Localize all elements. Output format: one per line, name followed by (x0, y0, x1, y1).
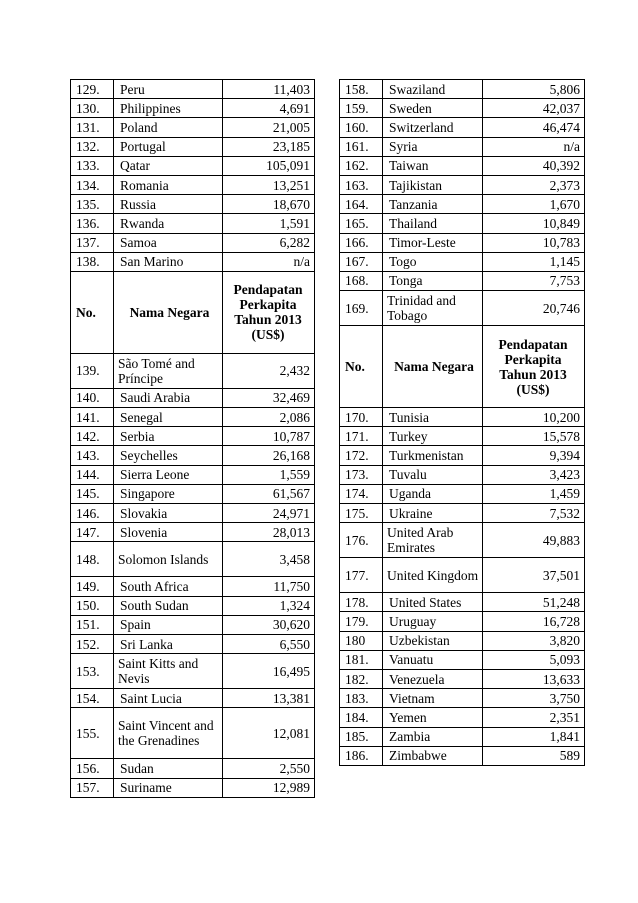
no-cell: 133. (71, 156, 114, 175)
header-no: No. (71, 271, 114, 353)
gdp-value-cell: 28,013 (223, 523, 315, 542)
table-row (340, 523, 585, 558)
country-name-cell: Rwanda (114, 214, 223, 233)
gdp-value-cell: 37,501 (483, 558, 585, 593)
no-cell: 150. (71, 596, 114, 615)
country-name-cell: Turkey (383, 427, 483, 446)
country-name-cell: Taiwan (383, 156, 483, 175)
country-name-cell: Tanzania (383, 195, 483, 214)
country-name-cell: Suriname (114, 778, 223, 797)
no-cell: 175. (340, 504, 383, 523)
gdp-value-cell: 13,381 (223, 689, 315, 708)
gdp-value-cell: 1,145 (483, 252, 585, 271)
country-name-cell: Tajikistan (383, 175, 483, 194)
gdp-value-cell: 16,495 (223, 654, 315, 689)
country-name-cell: Sudan (114, 759, 223, 778)
table-row (340, 631, 585, 650)
no-cell: 129. (71, 80, 114, 99)
gdp-value-cell: 26,168 (223, 446, 315, 465)
country-name-cell: Tuvalu (383, 465, 483, 484)
gdp-value-cell: 7,532 (483, 504, 585, 523)
country-name-cell: Sweden (383, 99, 483, 118)
country-name-cell: Ukraine (383, 504, 483, 523)
gdp-value-cell: 1,459 (483, 484, 585, 503)
table-row (340, 593, 585, 612)
gdp-value-cell: 4,691 (223, 99, 315, 118)
no-cell: 162. (340, 156, 383, 175)
country-name-cell: Trinidad and Tobago (383, 291, 483, 326)
country-name-cell: Syria (383, 137, 483, 156)
header-country-name: Nama Negara (383, 326, 483, 408)
gdp-value-cell: 10,849 (483, 214, 585, 233)
gdp-value-cell: 13,251 (223, 175, 315, 194)
no-cell: 182. (340, 669, 383, 688)
country-name-cell: Serbia (114, 427, 223, 446)
gdp-value-cell: 2,550 (223, 759, 315, 778)
no-cell: 161. (340, 137, 383, 156)
table-row (340, 612, 585, 631)
table-row (71, 137, 315, 156)
no-cell: 156. (71, 759, 114, 778)
gdp-value-cell: 12,989 (223, 778, 315, 797)
no-cell: 164. (340, 195, 383, 214)
gdp-value-cell: 49,883 (483, 523, 585, 558)
gdp-value-cell: 589 (483, 746, 585, 765)
country-name-cell: Timor-Leste (383, 233, 483, 252)
gdp-value-cell: 1,841 (483, 727, 585, 746)
no-cell: 147. (71, 523, 114, 542)
gdp-value-cell: 20,746 (483, 291, 585, 326)
header-gdp-value: Pendapatan Perkapita Tahun 2013 (US$) (483, 326, 585, 408)
table-row (340, 271, 585, 290)
country-name-cell: Togo (383, 252, 483, 271)
table-row (340, 137, 585, 156)
gdp-value-cell: 23,185 (223, 137, 315, 156)
no-cell: 140. (71, 388, 114, 407)
gdp-value-cell: 1,591 (223, 214, 315, 233)
table-row (71, 465, 315, 484)
country-name-cell: Zambia (383, 727, 483, 746)
no-cell: 130. (71, 99, 114, 118)
gdp-value-cell: 16,728 (483, 612, 585, 631)
table-row (340, 446, 585, 465)
country-name-cell: Saint Kitts and Nevis (114, 654, 223, 689)
country-name-cell: Portugal (114, 137, 223, 156)
country-name-cell: South Sudan (114, 596, 223, 615)
no-cell: 171. (340, 427, 383, 446)
country-name-cell: Samoa (114, 233, 223, 252)
country-name-cell: United Kingdom (383, 558, 483, 593)
country-name-cell: Spain (114, 615, 223, 634)
no-cell: 165. (340, 214, 383, 233)
country-name-cell: South Africa (114, 577, 223, 596)
gdp-value-cell: 105,091 (223, 156, 315, 175)
country-name-cell: Saudi Arabia (114, 388, 223, 407)
gdp-value-cell: 21,005 (223, 118, 315, 137)
table-row (340, 669, 585, 688)
header-gdp-value: Pendapatan Perkapita Tahun 2013 (US$) (223, 271, 315, 353)
no-cell: 137. (71, 233, 114, 252)
gdp-value-cell: 18,670 (223, 195, 315, 214)
country-name-cell: San Marino (114, 252, 223, 271)
table-row (71, 214, 315, 233)
gdp-value-cell: 6,282 (223, 233, 315, 252)
table-row (340, 175, 585, 194)
no-cell: 173. (340, 465, 383, 484)
country-name-cell: Vietnam (383, 689, 483, 708)
gdp-value-cell: 2,086 (223, 408, 315, 427)
table-row (340, 558, 585, 593)
no-cell: 136. (71, 214, 114, 233)
no-cell: 141. (71, 408, 114, 427)
country-name-cell: Solomon Islands (114, 542, 223, 577)
no-cell: 135. (71, 195, 114, 214)
no-cell: 177. (340, 558, 383, 593)
no-cell: 138. (71, 252, 114, 271)
table-row (340, 689, 585, 708)
country-name-cell: Peru (114, 80, 223, 99)
gdp-value-cell: 3,423 (483, 465, 585, 484)
table-row (340, 504, 585, 523)
no-cell: 184. (340, 708, 383, 727)
country-name-cell: Sri Lanka (114, 634, 223, 653)
gdp-value-cell: 11,403 (223, 80, 315, 99)
gdp-value-cell: 42,037 (483, 99, 585, 118)
country-name-cell: Philippines (114, 99, 223, 118)
no-cell: 176. (340, 523, 383, 558)
no-cell: 186. (340, 746, 383, 765)
table-row (71, 504, 315, 523)
table-row (340, 252, 585, 271)
table-row (71, 427, 315, 446)
table-row (71, 252, 315, 271)
table-row (340, 727, 585, 746)
table-row (340, 465, 585, 484)
gdp-value-cell: 1,559 (223, 465, 315, 484)
country-name-cell: Switzerland (383, 118, 483, 137)
gdp-value-cell: 10,787 (223, 427, 315, 446)
table-row (340, 99, 585, 118)
table-header-row (71, 271, 315, 353)
table-row (71, 156, 315, 175)
no-cell: 139. (71, 353, 114, 388)
no-cell: 132. (71, 137, 114, 156)
country-name-cell: Seychelles (114, 446, 223, 465)
no-cell: 163. (340, 175, 383, 194)
no-cell: 185. (340, 727, 383, 746)
no-cell: 169. (340, 291, 383, 326)
no-cell: 157. (71, 778, 114, 797)
gdp-value-cell: 7,753 (483, 271, 585, 290)
country-name-cell: Slovakia (114, 504, 223, 523)
country-name-cell: Senegal (114, 408, 223, 427)
table-row (71, 195, 315, 214)
gdp-value-cell: 5,806 (483, 80, 585, 99)
table-row (71, 408, 315, 427)
no-cell: 134. (71, 175, 114, 194)
country-name-cell: Venezuela (383, 669, 483, 688)
gdp-value-cell: 15,578 (483, 427, 585, 446)
gdp-value-cell: 6,550 (223, 634, 315, 653)
country-name-cell: Qatar (114, 156, 223, 175)
no-cell: 142. (71, 427, 114, 446)
table-row (340, 214, 585, 233)
table-row (71, 175, 315, 194)
country-name-cell: Tonga (383, 271, 483, 290)
table-row (71, 99, 315, 118)
country-name-cell: São Tomé and Príncipe (114, 353, 223, 388)
country-name-cell: Uganda (383, 484, 483, 503)
table-row (71, 80, 315, 99)
no-cell: 174. (340, 484, 383, 503)
gdp-value-cell: 51,248 (483, 593, 585, 612)
table-row (71, 778, 315, 797)
table-row (71, 353, 315, 388)
table-row (71, 615, 315, 634)
table-row (71, 634, 315, 653)
table-row (340, 233, 585, 252)
table-row (340, 195, 585, 214)
country-name-cell: Thailand (383, 214, 483, 233)
country-name-cell: Sierra Leone (114, 465, 223, 484)
no-cell: 154. (71, 689, 114, 708)
no-cell: 183. (340, 689, 383, 708)
no-cell: 170. (340, 408, 383, 427)
gdp-value-cell: 5,093 (483, 650, 585, 669)
gdp-value-cell: 61,567 (223, 484, 315, 503)
gdp-table-right (339, 79, 585, 766)
no-cell: 155. (71, 708, 114, 759)
gdp-value-cell: 46,474 (483, 118, 585, 137)
country-name-cell: Swaziland (383, 80, 483, 99)
table-row (71, 446, 315, 465)
country-name-cell: Saint Vincent and the Grenadines (114, 708, 223, 759)
no-cell: 166. (340, 233, 383, 252)
no-cell: 178. (340, 593, 383, 612)
gdp-value-cell: 11,750 (223, 577, 315, 596)
table-row (71, 523, 315, 542)
country-name-cell: Yemen (383, 708, 483, 727)
gdp-value-cell: 2,351 (483, 708, 585, 727)
table-row (71, 759, 315, 778)
country-name-cell: Saint Lucia (114, 689, 223, 708)
no-cell: 172. (340, 446, 383, 465)
table-row (340, 291, 585, 326)
gdp-value-cell: 3,750 (483, 689, 585, 708)
no-cell: 180 (340, 631, 383, 650)
no-cell: 149. (71, 577, 114, 596)
country-name-cell: Uruguay (383, 612, 483, 631)
no-cell: 159. (340, 99, 383, 118)
no-cell: 158. (340, 80, 383, 99)
table-row (340, 156, 585, 175)
gdp-value-cell: 40,392 (483, 156, 585, 175)
table-header-row (340, 326, 585, 408)
no-cell: 144. (71, 465, 114, 484)
header-country-name: Nama Negara (114, 271, 223, 353)
no-cell: 168. (340, 271, 383, 290)
table-row (71, 708, 315, 759)
country-name-cell: Romania (114, 175, 223, 194)
table-row (340, 408, 585, 427)
table-row (340, 708, 585, 727)
table-row (71, 654, 315, 689)
table-row (340, 427, 585, 446)
no-cell: 151. (71, 615, 114, 634)
country-name-cell: Slovenia (114, 523, 223, 542)
gdp-value-cell: 3,458 (223, 542, 315, 577)
no-cell: 179. (340, 612, 383, 631)
gdp-value-cell: 12,081 (223, 708, 315, 759)
gdp-value-cell: 1,670 (483, 195, 585, 214)
gdp-table-left (70, 79, 315, 798)
gdp-value-cell: 3,820 (483, 631, 585, 650)
gdp-value-cell: 2,432 (223, 353, 315, 388)
no-cell: 153. (71, 654, 114, 689)
table-row (71, 577, 315, 596)
gdp-value-cell: 32,469 (223, 388, 315, 407)
table-row (71, 388, 315, 407)
gdp-value-cell: n/a (223, 252, 315, 271)
table-row (71, 118, 315, 137)
country-name-cell: Poland (114, 118, 223, 137)
gdp-value-cell: 24,971 (223, 504, 315, 523)
gdp-value-cell: 13,633 (483, 669, 585, 688)
table-row (71, 689, 315, 708)
no-cell: 148. (71, 542, 114, 577)
country-name-cell: Turkmenistan (383, 446, 483, 465)
gdp-value-cell: 10,783 (483, 233, 585, 252)
table-row (340, 746, 585, 765)
no-cell: 145. (71, 484, 114, 503)
no-cell: 167. (340, 252, 383, 271)
table-row (340, 80, 585, 99)
country-name-cell: United Arab Emirates (383, 523, 483, 558)
no-cell: 143. (71, 446, 114, 465)
gdp-value-cell: 30,620 (223, 615, 315, 634)
no-cell: 131. (71, 118, 114, 137)
table-row (71, 484, 315, 503)
country-name-cell: Tunisia (383, 408, 483, 427)
table-row (71, 233, 315, 252)
header-no: No. (340, 326, 383, 408)
gdp-value-cell: n/a (483, 137, 585, 156)
no-cell: 181. (340, 650, 383, 669)
gdp-value-cell: 9,394 (483, 446, 585, 465)
country-name-cell: Russia (114, 195, 223, 214)
table-row (340, 484, 585, 503)
country-name-cell: Singapore (114, 484, 223, 503)
country-name-cell: United States (383, 593, 483, 612)
table-row (340, 118, 585, 137)
country-name-cell: Vanuatu (383, 650, 483, 669)
no-cell: 152. (71, 634, 114, 653)
gdp-value-cell: 1,324 (223, 596, 315, 615)
no-cell: 146. (71, 504, 114, 523)
no-cell: 160. (340, 118, 383, 137)
country-name-cell: Uzbekistan (383, 631, 483, 650)
table-row (340, 650, 585, 669)
table-row (71, 596, 315, 615)
table-row (71, 542, 315, 577)
gdp-value-cell: 10,200 (483, 408, 585, 427)
country-name-cell: Zimbabwe (383, 746, 483, 765)
gdp-value-cell: 2,373 (483, 175, 585, 194)
